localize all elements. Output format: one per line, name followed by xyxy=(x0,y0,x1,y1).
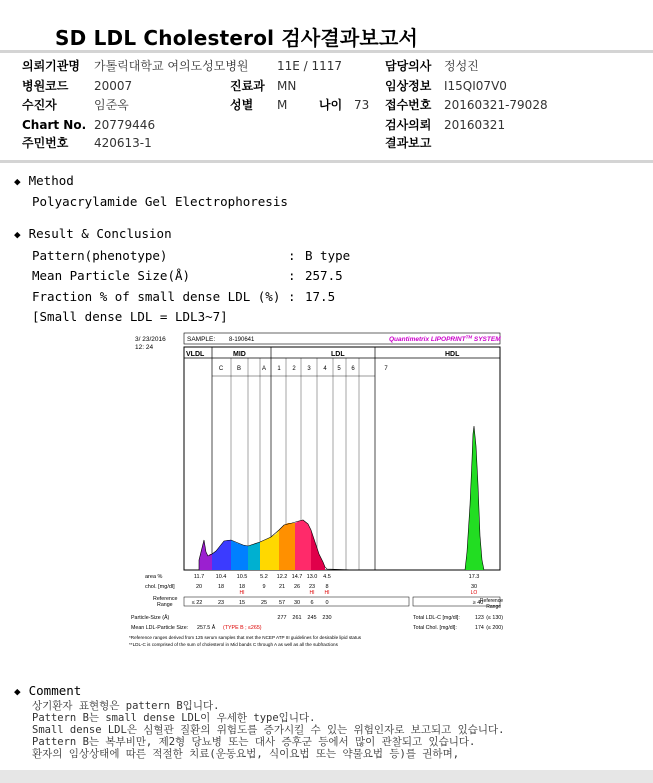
svg-text:1: 1 xyxy=(277,366,281,372)
result-heading: Result & Conclusion xyxy=(28,226,172,241)
svg-text:≥ 40: ≥ 40 xyxy=(472,600,484,606)
svg-text:23: 23 xyxy=(217,600,225,606)
hdl-header: HDL xyxy=(445,351,460,358)
lipoprint-chart xyxy=(127,330,504,652)
resident-no-value: 420613-1 xyxy=(94,136,152,150)
particle-size-label: Particle-Size (Å) xyxy=(131,615,170,621)
size-label: Mean Particle Size(Å) xyxy=(32,268,191,283)
comment-line: Small dense LDL은 심혈관 질환의 위험도를 증가시킬 수 있는 위험인자로 보고되고 있습니다. xyxy=(32,724,505,736)
svg-text:12.2: 12.2 xyxy=(276,574,288,580)
request-date-value: 20160321 xyxy=(444,118,506,132)
pattern-label: Pattern(phenotype) xyxy=(32,248,168,263)
svg-text:8: 8 xyxy=(325,584,329,590)
total-chol-ref: (≤ 200) xyxy=(486,625,503,631)
brand-text: Quantimetrix LIPOPRINT™ SYSTEM xyxy=(389,334,501,343)
ldl-2-fraction xyxy=(279,523,295,570)
comment-line: Pattern B는 복부비만, 제2형 당뇨병 또는 대사 증후군 등에서 많이 관찰되고 있습니다. xyxy=(32,736,476,748)
hospital-code-label: 병원코드 xyxy=(22,79,69,93)
chol-label: chol. [mg/dl] xyxy=(145,584,175,590)
chart-date: 3/ 23/2016 xyxy=(135,336,166,343)
comment-line: 상기환자 표현형은 pattern B입니다. xyxy=(32,700,220,712)
method-heading: Method xyxy=(28,173,74,188)
diamond-bullet-icon: ◆ xyxy=(14,175,21,188)
svg-text:14.7: 14.7 xyxy=(291,574,303,580)
svg-text:245: 245 xyxy=(307,615,317,621)
svg-text:C: C xyxy=(218,366,224,372)
total-chol-label: Total Chol. [mg/dl]: xyxy=(413,625,457,631)
diamond-bullet-icon: ◆ xyxy=(14,685,21,698)
size-value: 257.5 xyxy=(305,268,343,283)
svg-text:17.3: 17.3 xyxy=(468,574,480,580)
svg-text:20: 20 xyxy=(195,584,203,590)
svg-text:26: 26 xyxy=(293,584,301,590)
institution-label: 의뢰기관명 xyxy=(22,59,80,73)
total-ldl-ref: (≤ 130) xyxy=(486,615,503,621)
svg-text:277: 277 xyxy=(277,615,287,621)
clinical-value: I15QI07V0 xyxy=(444,79,507,93)
svg-text:230: 230 xyxy=(322,615,332,621)
svg-text:11.7: 11.7 xyxy=(193,574,205,580)
comment-section xyxy=(14,683,81,698)
ldl-3-fraction xyxy=(295,520,311,570)
svg-text:B: B xyxy=(236,366,242,372)
svg-text:0: 0 xyxy=(325,600,329,606)
svg-text:15: 15 xyxy=(238,600,246,606)
ref-label-right-2: Range xyxy=(486,604,501,610)
age-label: 나이 xyxy=(319,98,343,112)
svg-text:4: 4 xyxy=(323,366,327,372)
svg-text:30: 30 xyxy=(470,584,478,590)
resident-no-label: 주민번호 xyxy=(22,136,69,150)
svg-text:A: A xyxy=(261,366,267,372)
svg-text:6: 6 xyxy=(351,366,355,372)
svg-text:LO: LO xyxy=(470,590,478,596)
ref-label-1: Reference xyxy=(153,596,178,602)
request-date-label: 검사의뢰 xyxy=(385,118,432,132)
svg-text:13.0: 13.0 xyxy=(306,574,318,580)
sample-label: SAMPLE: xyxy=(187,336,216,343)
svg-text:261: 261 xyxy=(292,615,302,621)
fraction-label: Fraction % of small dense LDL (%) xyxy=(32,289,281,304)
vldl-header: VLDL xyxy=(186,351,205,358)
diamond-bullet-icon: ◆ xyxy=(14,228,21,241)
comment-line: 환자의 임상상태에 따른 적절한 치료(운동요법, 식이요법 또는 약물요법 등)를 권하며, xyxy=(32,748,460,760)
sex-label: 성별 xyxy=(230,98,254,112)
sdldl-note: [Small dense LDL = LDL3~7] xyxy=(32,309,228,324)
sex-value: M xyxy=(277,98,288,112)
svg-text:2: 2 xyxy=(292,366,296,372)
area-label: area % xyxy=(145,574,163,580)
department-label: 진료과 xyxy=(230,79,265,93)
svg-text:18: 18 xyxy=(217,584,225,590)
sample-value: 8-190641 xyxy=(229,337,255,343)
comment-line: Pattern B는 small dense LDL이 우세한 type입니다. xyxy=(32,712,316,724)
institution-value: 가톨릭대학교 여의도성모병원 xyxy=(94,59,249,73)
total-ldl-value: 123 xyxy=(475,615,484,621)
ref-label-right-1: Reference xyxy=(479,598,503,604)
type-text: (TYPE B ; ≤265) xyxy=(223,625,262,631)
fraction-colon: : xyxy=(288,289,296,304)
doctor-value: 정성진 xyxy=(444,59,479,73)
mean-size-label: Mean LDL-Particle Size: xyxy=(131,625,189,631)
mid-header: MID xyxy=(233,351,246,358)
svg-text:5.2: 5.2 xyxy=(260,574,268,580)
ldl-header: LDL xyxy=(331,351,345,358)
pattern-value: B type xyxy=(305,248,351,263)
patient-label: 수진자 xyxy=(22,98,57,112)
method-section xyxy=(14,173,74,188)
svg-text:HI: HI xyxy=(324,590,330,596)
svg-text:25: 25 xyxy=(260,600,268,606)
svg-text:4.5: 4.5 xyxy=(323,574,331,580)
svg-text:18: 18 xyxy=(238,584,246,590)
footnote-1: *Reference ranges derived from 125 serum samples that met the NCEP ATP III guidelines for desirable lipid status xyxy=(129,635,362,640)
method-text: Polyacrylamide Gel Electrophoresis xyxy=(32,194,288,209)
svg-text:HI: HI xyxy=(309,590,315,596)
svg-text:57: 57 xyxy=(278,600,286,606)
ref-label-2: Range xyxy=(157,602,173,608)
svg-text:9: 9 xyxy=(262,584,266,590)
clinical-label: 임상정보 xyxy=(385,79,432,93)
comment-heading: Comment xyxy=(28,683,82,698)
result-section xyxy=(14,226,172,241)
chart-no-label: Chart No. xyxy=(22,118,87,132)
accession-value: 20160321-79028 xyxy=(444,98,548,112)
report-label: 결과보고 xyxy=(385,136,432,150)
info-divider xyxy=(0,160,653,163)
chart-time: 12: 24 xyxy=(135,344,154,351)
svg-text:6: 6 xyxy=(310,600,314,606)
mean-size-value: 257.5 Å xyxy=(197,625,216,631)
svg-text:23: 23 xyxy=(308,584,316,590)
total-chol-value: 174 xyxy=(475,625,484,631)
patient-value: 임준옥 xyxy=(94,98,129,112)
pattern-colon: : xyxy=(288,248,296,263)
svg-text:21: 21 xyxy=(278,584,286,590)
svg-text:≤ 22: ≤ 22 xyxy=(191,600,203,606)
accession-label: 접수번호 xyxy=(385,98,432,112)
lipoprint-chart-svg xyxy=(127,330,504,652)
svg-text:HI: HI xyxy=(239,590,245,596)
footnote-2: **LDL-C is comprised of the sum of cholesterol in Mid bands C through A as well as all the subfractions xyxy=(129,642,338,647)
svg-text:7: 7 xyxy=(384,366,388,372)
footer-bar xyxy=(0,770,653,783)
department-value: MN xyxy=(277,79,297,93)
size-colon: : xyxy=(288,268,296,283)
report-title: SD LDL Cholesterol 검사결과보고서 xyxy=(55,26,418,50)
hospital-code-value: 20007 xyxy=(94,79,133,93)
total-ldl-label: Total LDL-C [mg/dl]: xyxy=(413,615,460,621)
chart-no-value: 20779446 xyxy=(94,118,156,132)
svg-text:30: 30 xyxy=(293,600,301,606)
age-value: 73 xyxy=(354,98,370,112)
doctor-label: 담당의사 xyxy=(385,59,432,73)
svg-text:10.5: 10.5 xyxy=(236,574,248,580)
fraction-value: 17.5 xyxy=(305,289,336,304)
svg-text:5: 5 xyxy=(337,366,341,372)
mid-a-fraction xyxy=(248,542,260,570)
top-divider xyxy=(0,50,653,53)
svg-text:10.4: 10.4 xyxy=(215,574,227,580)
ward-value: 11E / 1117 xyxy=(277,59,343,73)
svg-text:3: 3 xyxy=(307,366,311,372)
